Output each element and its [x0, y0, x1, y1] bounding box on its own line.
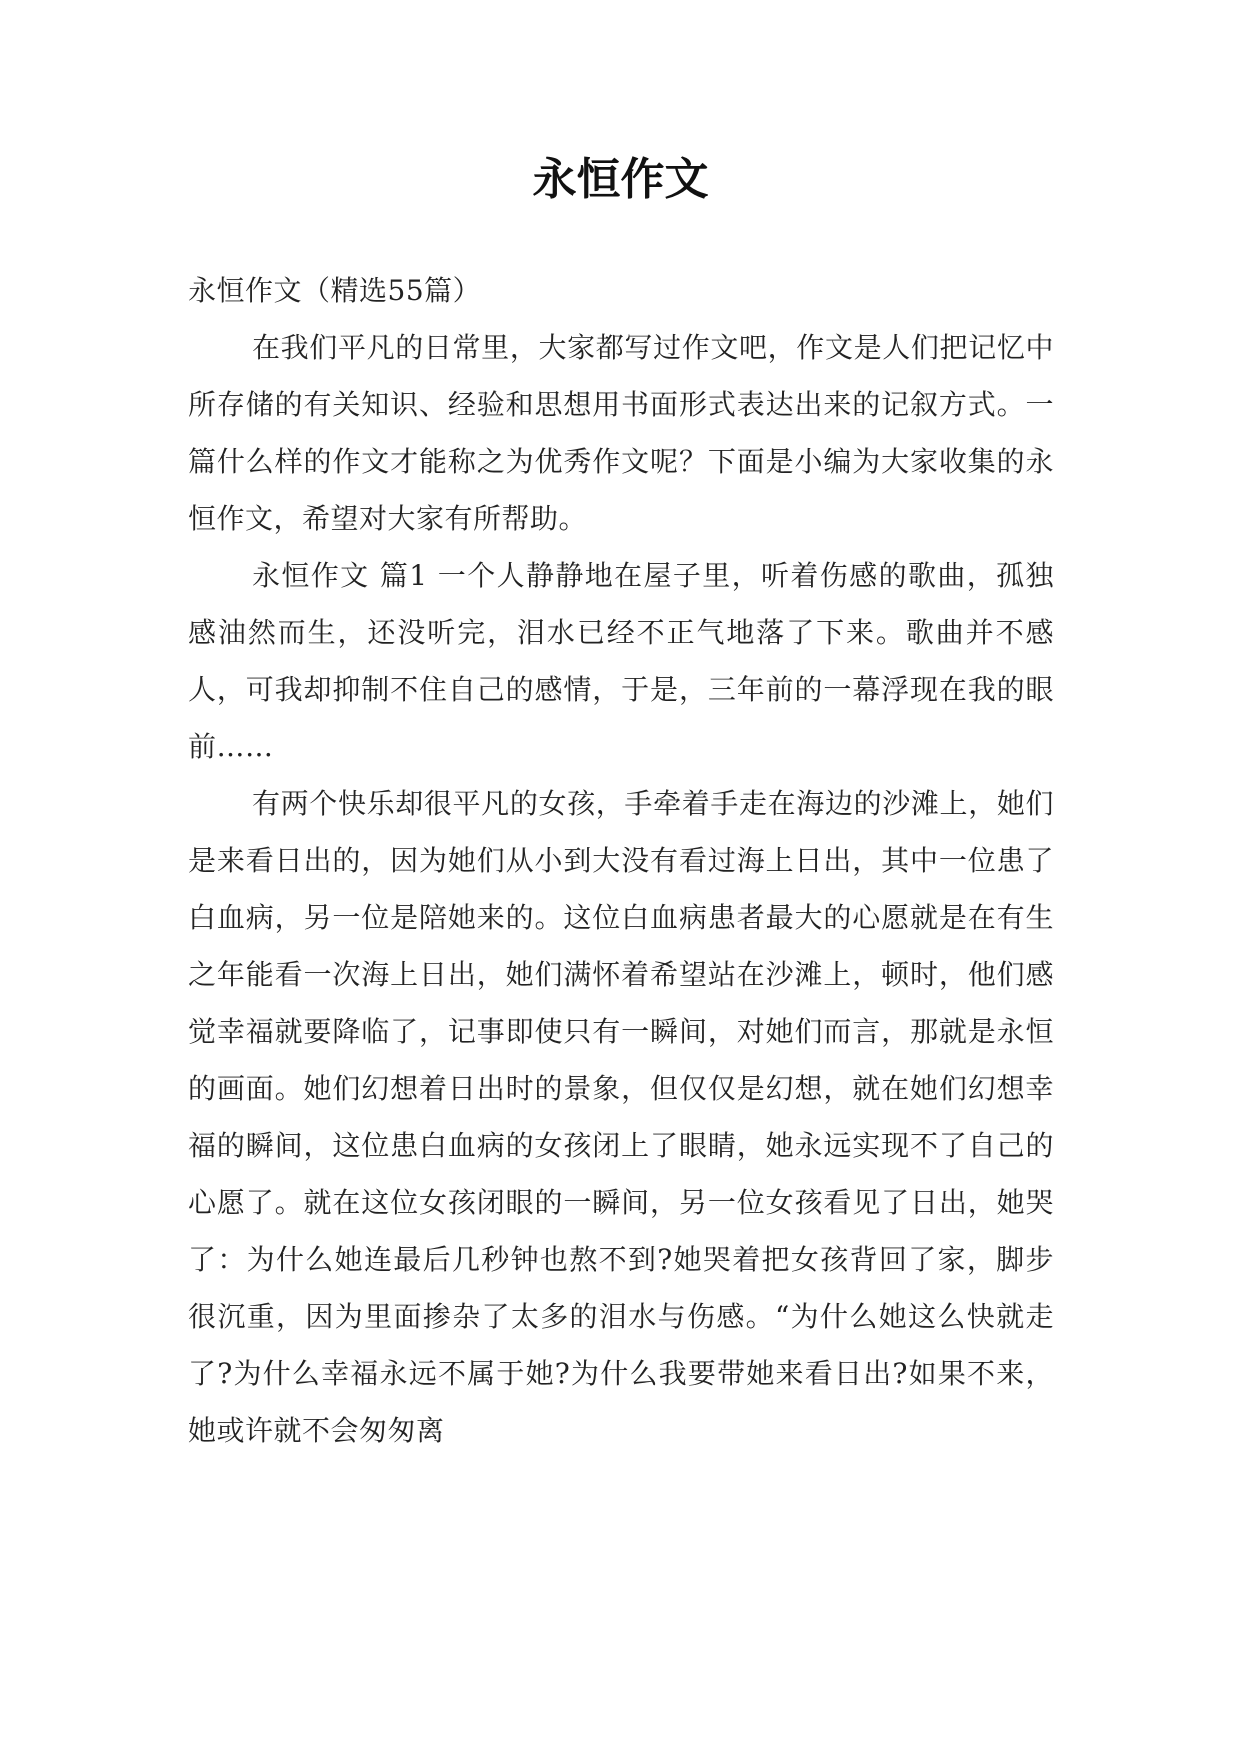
- essay-1-story-paragraph: 有两个快乐却很平凡的女孩，手牵着手走在海边的沙滩上，她们是来看日出的，因为她们从小到大没有看过海上日出，其中一位患了白血病，另一位是陪她来的。这位白血病患者最大的心愿就是在有生之年能看一次海上日出，她们满怀着希望站在沙滩上，顿时，他们感觉幸福就要降临了，记事即使只有一瞬间，对她们而言，那就是永恒的画面。她们幻想着日出时的景象，但仅仅是幻想，就在她们幻想幸福的瞬间，这位患白血病的女孩闭上了眼睛，她永远实现不了自己的心愿了。就在这位女孩闭眼的一瞬间，另一位女孩看见了日出，她哭了：为什么她连最后几秒钟也熬不到?她哭着把女孩背回了家，脚步很沉重，因为里面掺杂了太多的泪水与伤感。“为什么她这么快就走了?为什么幸福永远不属于她?为什么我要带她来看日出?如果不来，她或许就不会匆匆离: [188, 787, 1054, 1447]
- intro-paragraph: 在我们平凡的日常里，大家都写过作文吧，作文是人们把记忆中所存储的有关知识、经验和思想用书面形式表达出来的记叙方式。一篇什么样的作文才能称之为优秀作文呢？下面是小编为大家收集的永恒作文，希望对大家有所帮助。: [188, 331, 1054, 535]
- document-body: [188, 262, 1054, 1459]
- document-title: 永恒作文: [532, 154, 709, 205]
- document-subtitle: 永恒作文（精选55篇）: [188, 274, 482, 307]
- essay-1-opening-paragraph: 永恒作文 篇1 一个人静静地在屋子里，听着伤感的歌曲，孤独感油然而生，还没听完，泪水已经不正气地落了下来。歌曲并不感人，可我却抑制不住自己的感情，于是，三年前的一幕浮现在我的眼前……: [188, 559, 1054, 763]
